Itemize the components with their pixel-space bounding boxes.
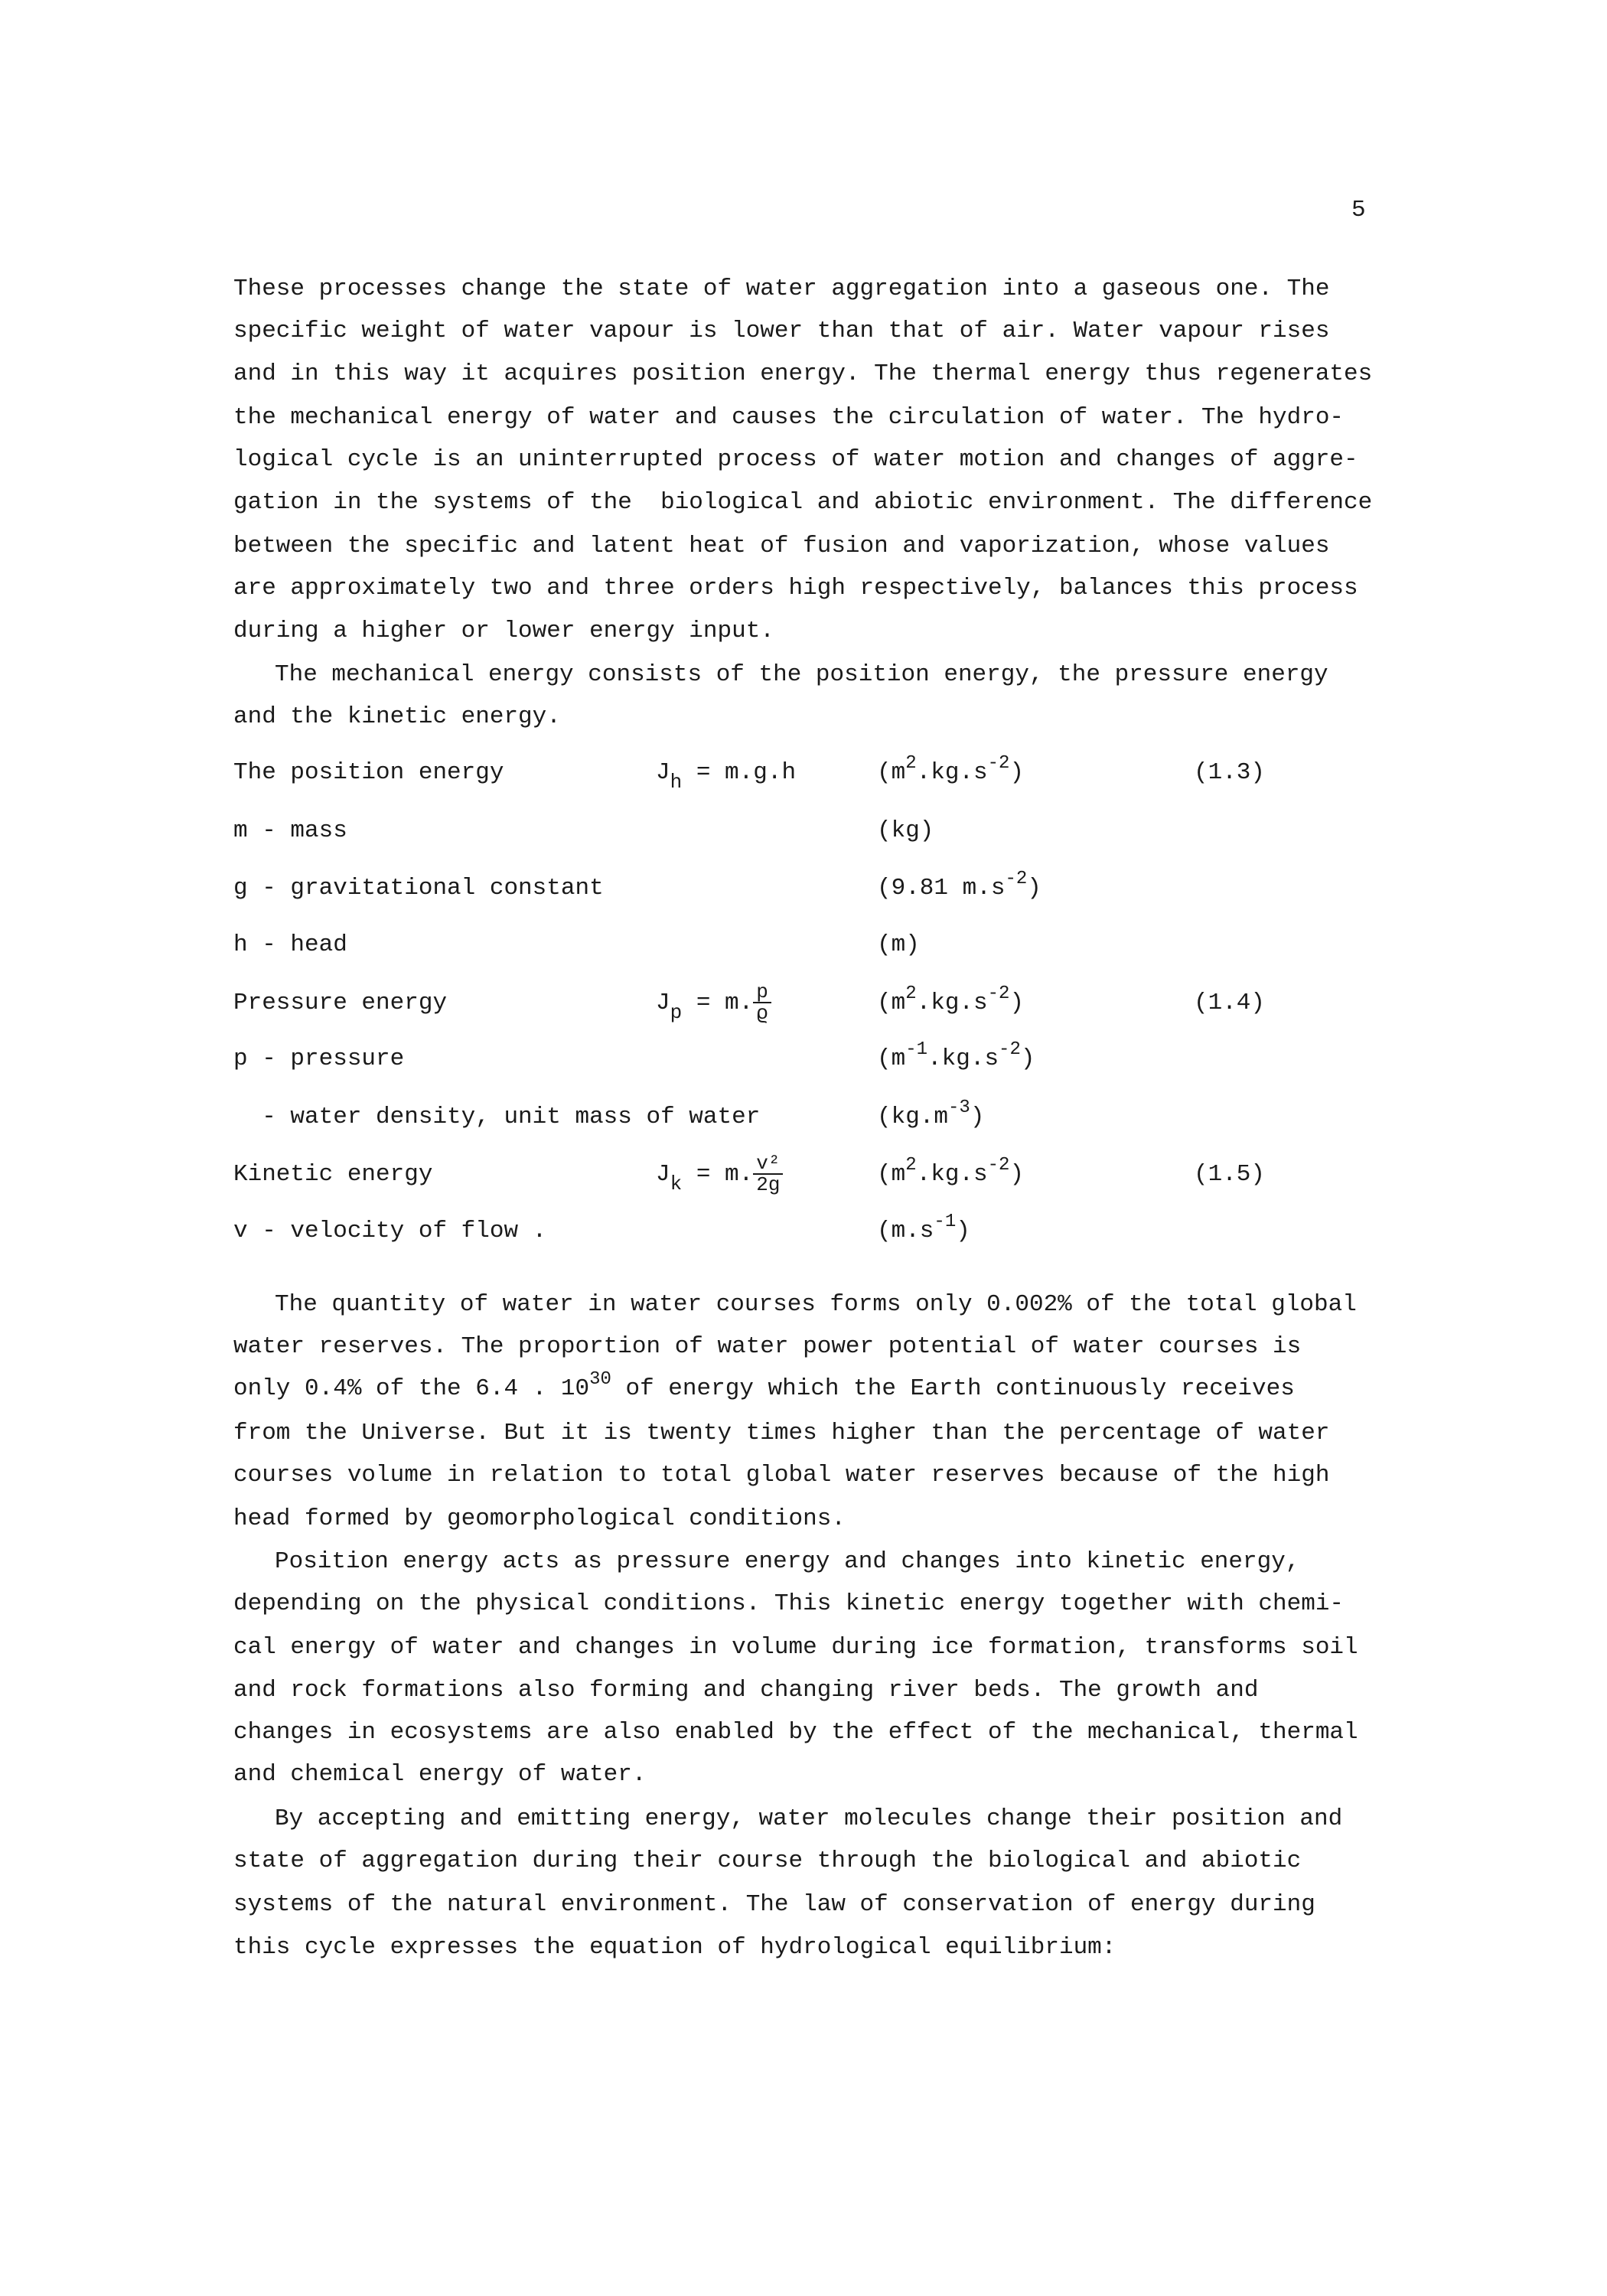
- text-run: ): [1009, 1161, 1025, 1188]
- equation-formula: [656, 752, 796, 794]
- equation-units: [877, 867, 1041, 910]
- superscript: -2: [987, 983, 1010, 1004]
- equation-label: Kinetic energy: [233, 1161, 433, 1188]
- equation-units: [877, 1096, 984, 1139]
- text-run: = m.: [682, 990, 754, 1017]
- text-run: (m): [877, 931, 920, 958]
- superscript: -1: [934, 1212, 957, 1232]
- text-line: and chemical energy of water.: [233, 1761, 647, 1788]
- text-line: and the kinetic energy.: [233, 703, 561, 730]
- equation-label: - water density, unit mass of water: [233, 1104, 761, 1130]
- text-line: during a higher or lower energy input.: [233, 618, 774, 644]
- text-run: (m: [877, 759, 906, 786]
- fraction-denominator: 2g: [756, 1173, 781, 1196]
- text-run: = m.: [682, 1161, 754, 1189]
- text-run: .kg.s: [927, 1045, 999, 1072]
- text-line: [233, 1368, 1295, 1411]
- text-run: (m.s: [877, 1218, 934, 1244]
- text-run: .kg.s: [916, 990, 988, 1016]
- equation-label: m - mass: [233, 817, 347, 844]
- superscript: 2: [905, 753, 917, 774]
- text-line: systems of the natural environment. The law of conservation of energy during: [233, 1891, 1315, 1918]
- equation-units: [877, 1210, 970, 1253]
- text-line: depending on the physical conditions. This kinetic energy together with chemi-: [233, 1590, 1345, 1617]
- text-run: (9.81 m.s: [877, 875, 1006, 902]
- subscript: h: [670, 771, 683, 794]
- text-run: ): [956, 1218, 970, 1244]
- fraction-numerator: p: [753, 982, 771, 1003]
- text-run: ): [970, 1104, 985, 1130]
- text-line: The mechanical energy consists of the position energy, the pressure energy: [275, 661, 1328, 688]
- text-line: The quantity of water in water courses forms only 0.002% of the total global: [275, 1291, 1357, 1318]
- equation-formula: [656, 982, 771, 1025]
- text-line: from the Universe. But it is twenty times higher than the percentage of water: [233, 1420, 1330, 1446]
- equation-units: [877, 752, 1024, 794]
- equation-number: (1.5): [1194, 1161, 1266, 1188]
- text-run: (m: [877, 1161, 906, 1188]
- text-line: specific weight of water vapour is lower than that of air. Water vapour rises: [233, 318, 1330, 344]
- text-run: of energy which the Earth continuously receives: [611, 1375, 1295, 1402]
- text-line: this cycle expresses the equation of hydrological equilibrium:: [233, 1934, 1116, 1961]
- equation-label: The position energy: [233, 759, 504, 786]
- text-run: ): [1009, 759, 1025, 786]
- equation-label: h - head: [233, 931, 347, 958]
- equation-formula: [656, 1153, 783, 1196]
- text-line: courses volume in relation to total global water reserves because of the high: [233, 1462, 1330, 1489]
- text-line: By accepting and emitting energy, water molecules change their position and: [275, 1805, 1343, 1832]
- superscript: -2: [987, 753, 1010, 774]
- superscript: -2: [987, 1155, 1010, 1176]
- superscript: 2: [905, 1155, 917, 1176]
- text-line: and in this way it acquires position energy. The thermal energy thus regenerates: [233, 360, 1373, 387]
- text-line: These processes change the state of water aggregation into a gaseous one. The: [233, 276, 1330, 302]
- text-run: (kg): [877, 817, 934, 844]
- superscript: 2: [905, 983, 917, 1004]
- text-run: J: [656, 759, 670, 786]
- text-run: J: [656, 990, 670, 1017]
- text-run: (m: [877, 990, 906, 1016]
- page-number: 5: [1351, 197, 1366, 223]
- text-run: only 0.4% of the 6.4 . 10: [233, 1375, 590, 1402]
- equation-units: [877, 1038, 1035, 1081]
- superscript: -2: [1005, 869, 1028, 889]
- subscript: p: [670, 1001, 683, 1025]
- text-line: water reserves. The proportion of water power potential of water courses is: [233, 1333, 1302, 1360]
- text-line: cal energy of water and changes in volume during ice formation, transforms soil: [233, 1634, 1358, 1661]
- equation-units: [877, 1153, 1024, 1196]
- text-line: head formed by geomorphological conditions.: [233, 1505, 846, 1532]
- superscript: -2: [999, 1039, 1021, 1060]
- text-line: are approximately two and three orders high respectively, balances this process: [233, 575, 1358, 602]
- equation-number: (1.3): [1194, 759, 1266, 786]
- text-line: changes in ecosystems are also enabled by the effect of the mechanical, thermal: [233, 1719, 1358, 1746]
- text-line: gation in the systems of the biological and abiotic environment. The difference: [233, 489, 1373, 516]
- text-line: logical cycle is an uninterrupted process of water motion and changes of aggre-: [233, 446, 1358, 473]
- text-run: (m: [877, 1045, 906, 1072]
- text-run: J: [656, 1161, 670, 1189]
- text-run: .kg.s: [916, 759, 988, 786]
- superscript: -3: [948, 1097, 970, 1118]
- equation-label: g - gravitational constant: [233, 875, 604, 902]
- superscript: 30: [589, 1369, 611, 1390]
- text-line: between the specific and latent heat of fusion and vaporization, whose values: [233, 533, 1330, 559]
- text-line: state of aggregation during their course through the biological and abiotic: [233, 1848, 1302, 1874]
- text-run: = m.g.h: [682, 759, 797, 786]
- equation-label: v - velocity of flow .: [233, 1218, 547, 1244]
- superscript: -1: [905, 1039, 928, 1060]
- equation-units: [877, 810, 934, 853]
- equation-label: Pressure energy: [233, 990, 448, 1016]
- equation-units: [877, 924, 920, 967]
- equation-number: (1.4): [1194, 990, 1266, 1016]
- fraction: [753, 982, 771, 1023]
- subscript: k: [670, 1172, 683, 1196]
- text-run: ): [1020, 1045, 1035, 1072]
- text-line: and rock formations also forming and changing river beds. The growth and: [233, 1677, 1259, 1704]
- fraction-numerator: v²: [753, 1153, 783, 1175]
- text-line: Position energy acts as pressure energy and changes into kinetic energy,: [275, 1548, 1300, 1575]
- equation-units: [877, 982, 1024, 1025]
- fraction: [753, 1153, 783, 1195]
- text-line: the mechanical energy of water and causes the circulation of water. The hydro-: [233, 404, 1345, 431]
- text-run: .kg.s: [916, 1161, 988, 1188]
- text-run: ): [1027, 875, 1041, 902]
- text-run: ): [1009, 990, 1025, 1016]
- text-run: (kg.m: [877, 1104, 949, 1130]
- fraction-denominator: ϱ: [756, 1002, 768, 1025]
- equation-label: p - pressure: [233, 1045, 405, 1072]
